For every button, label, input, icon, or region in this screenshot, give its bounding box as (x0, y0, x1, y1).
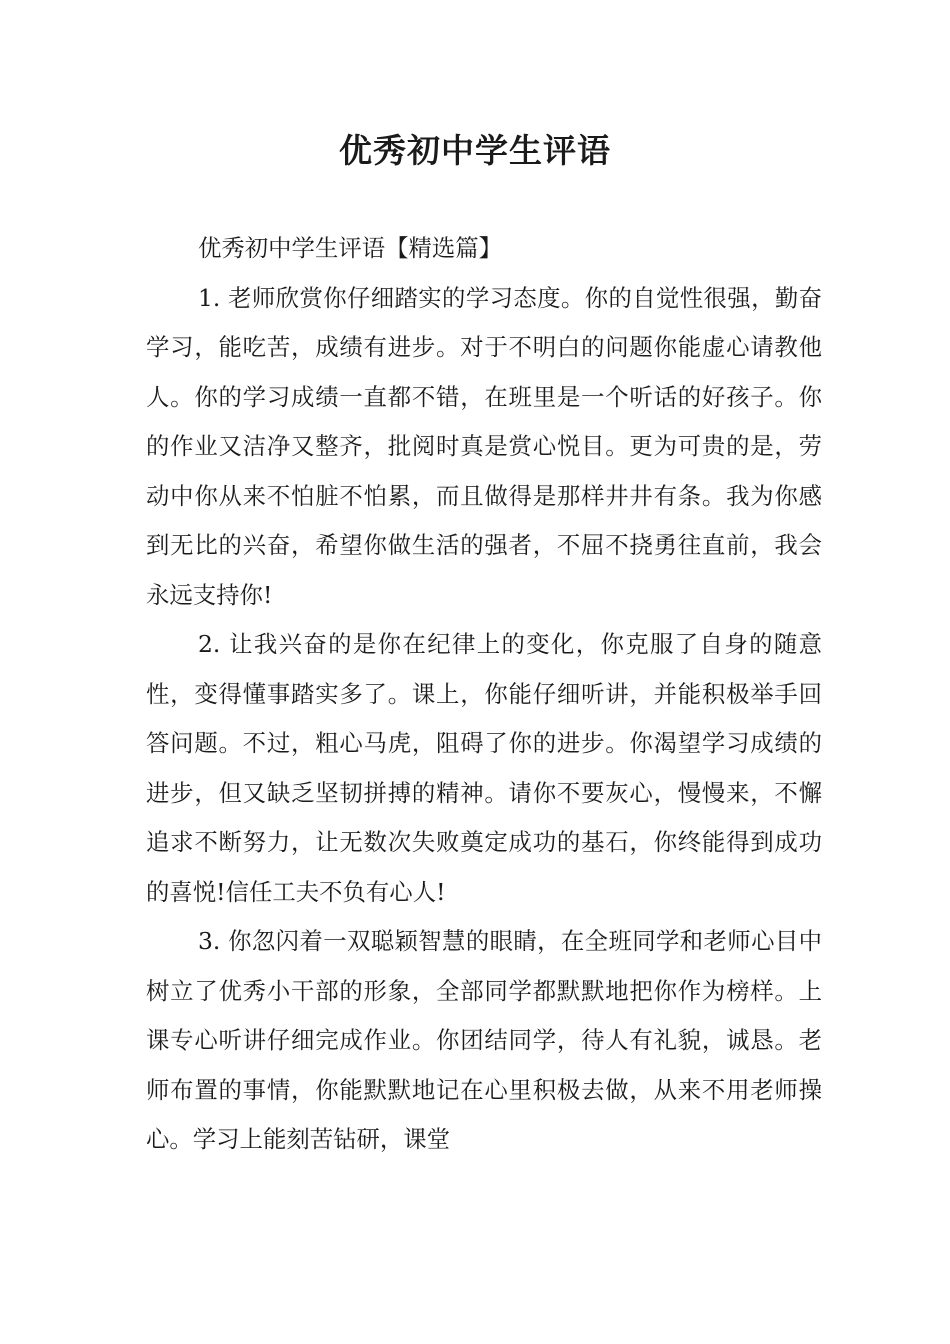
document-subtitle: 优秀初中学生评语【精选篇】 (198, 234, 503, 262)
comment-paragraph-3: 3. 你忽闪着一双聪颖智慧的眼睛，在全班同学和老师心目中树立了优秀小干部的形象，全部同学都默默地把你作为榜样。上课专心听讲仔细完成作业。你团结同学，待人有礼貌，诚恳。老师布置的事情，你能默默地记在心里积极去做，从来不用老师操心。学习上能刻苦钻研，课堂 (146, 927, 822, 1153)
comment-paragraph-1: 1. 老师欣赏你仔细踏实的学习态度。你的自觉性很强，勤奋学习，能吃苦，成绩有进步。对于不明白的问题你能虚心请教他人。你的学习成绩一直都不错，在班里是一个听话的好孩子。你的作业又洁净又整齐，批阅时真是赏心悦目。更为可贵的是，劳动中你从来不怕脏不怕累，而且做得是那样井井有条。我为你感到无比的兴奋，希望你做生活的强者，不屈不挠勇往直前，我会永远支持你! (146, 283, 822, 609)
comment-paragraph-2: 2. 让我兴奋的是你在纪律上的变化，你克服了自身的随意性，变得懂事踏实多了。课上，你能仔细听讲，并能积极举手回答问题。不过，粗心马虎，阻碍了你的进步。你渴望学习成绩的进步，但又缺乏坚韧拼搏的精神。请你不要灰心，慢慢来，不懈追求不断努力，让无数次失败奠定成功的基石，你终能得到成功的喜悦!信任工夫不负有心人! (146, 630, 822, 906)
document-title: 优秀初中学生评语 (339, 131, 611, 170)
document-body (146, 224, 822, 1165)
